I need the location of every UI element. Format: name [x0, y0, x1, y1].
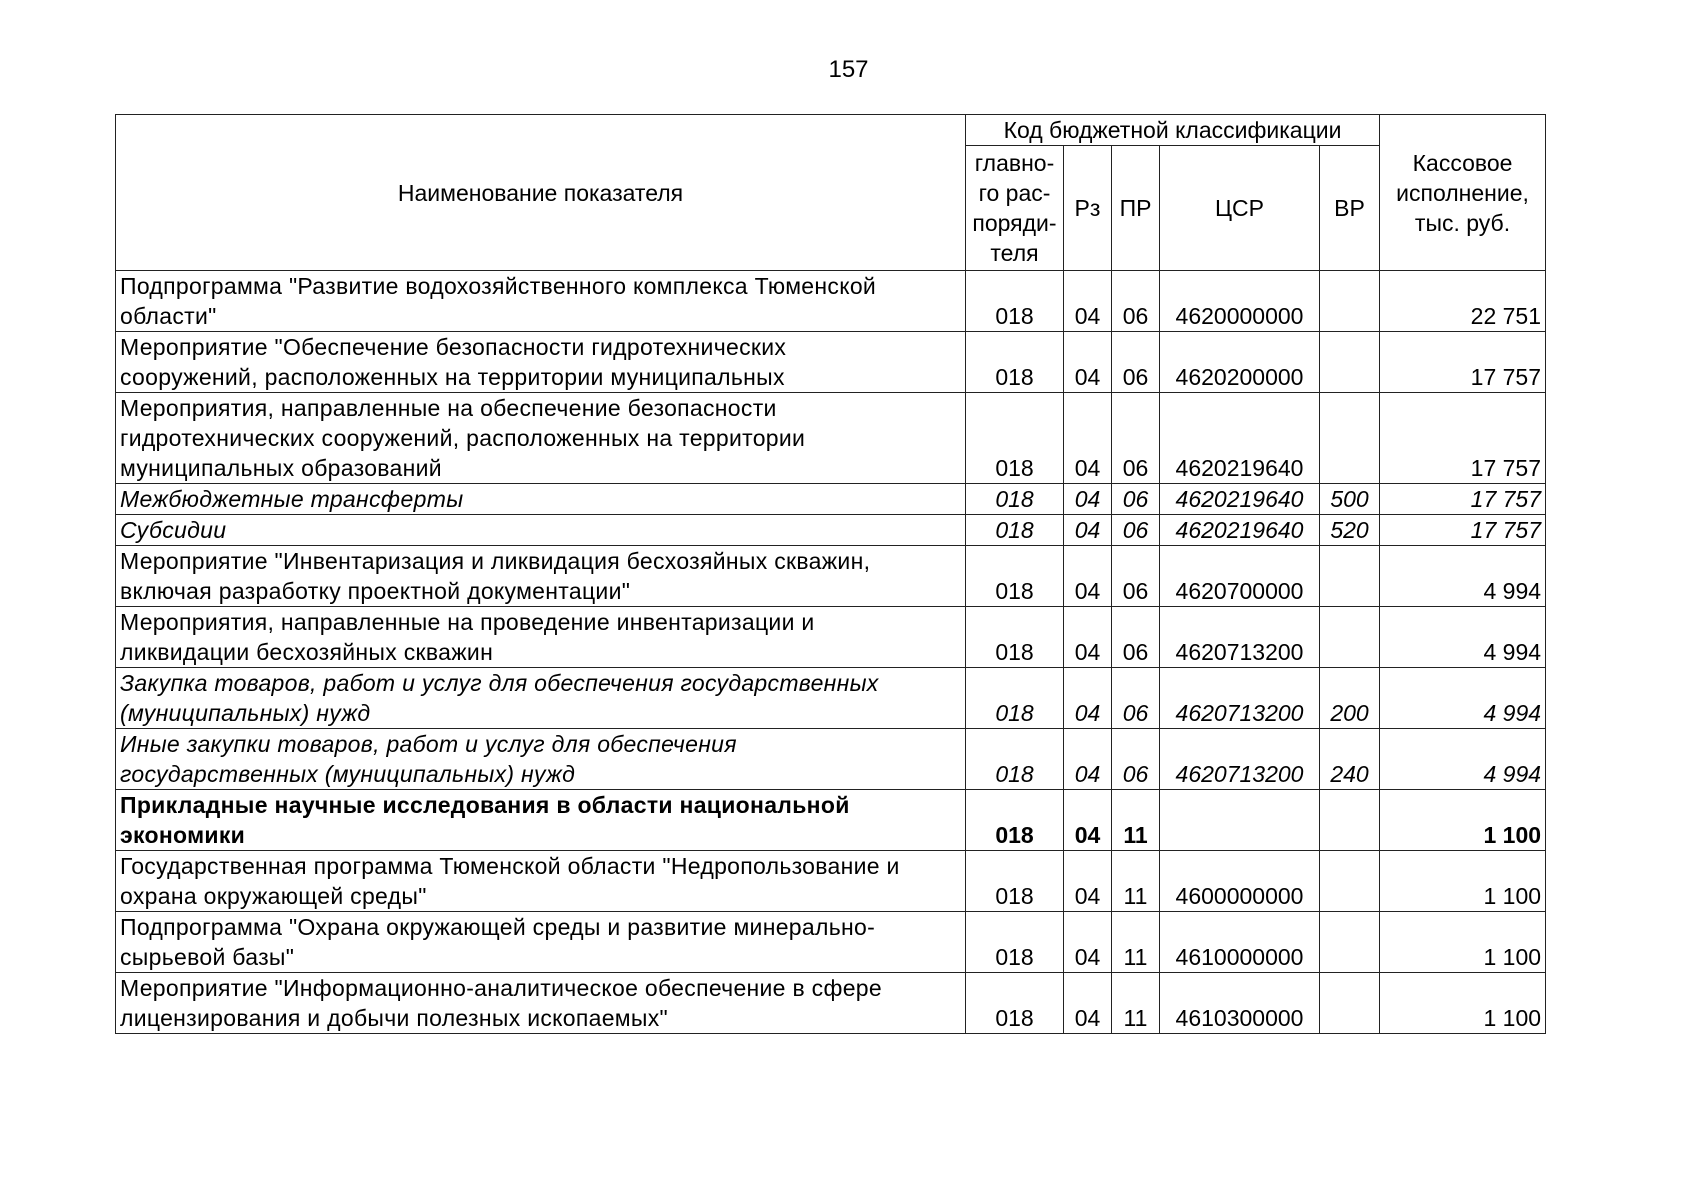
row-name-line: гидротехнических сооружений, расположенных на территории [120, 425, 806, 451]
row-csr [1160, 790, 1320, 851]
row-amount: 17 757 [1380, 332, 1546, 393]
row-vr [1320, 393, 1380, 484]
row-pr: 11 [1112, 790, 1160, 851]
row-rz: 04 [1064, 729, 1112, 790]
row-name-line: Государственная программа Тюменской области "Недропользование и [120, 853, 900, 879]
row-glavn: 018 [966, 271, 1064, 332]
row-name-line: Подпрограмма "Охрана окружающей среды и развитие минерально- [120, 914, 876, 940]
row-glavn: 018 [966, 332, 1064, 393]
row-csr: 4620219640 [1160, 515, 1320, 546]
row-name-line: муниципальных образований [120, 455, 442, 481]
row-pr: 06 [1112, 607, 1160, 668]
row-name-line: Субсидии [120, 517, 227, 543]
table-row [116, 851, 1546, 912]
row-name-line: (муниципальных) нужд [120, 700, 371, 726]
row-pr: 06 [1112, 515, 1160, 546]
row-vr [1320, 332, 1380, 393]
row-amount: 4 994 [1380, 546, 1546, 607]
row-pr: 11 [1112, 912, 1160, 973]
row-glavn: 018 [966, 393, 1064, 484]
row-csr: 4610000000 [1160, 912, 1320, 973]
row-name-line: Межбюджетные трансферты [120, 486, 464, 512]
row-pr: 06 [1112, 271, 1160, 332]
row-name-line: Подпрограмма "Развитие водохозяйственного комплекса Тюменской [120, 273, 877, 299]
row-csr: 4620000000 [1160, 271, 1320, 332]
row-rz: 04 [1064, 484, 1112, 515]
row-glavn: 018 [966, 607, 1064, 668]
row-name [116, 973, 966, 1034]
header-glavn-line: поряди- [972, 210, 1057, 236]
header-amount-line: Кассовое [1412, 149, 1513, 176]
row-name-line: лицензирования и добычи полезных ископаемых" [120, 1005, 668, 1031]
table-row [116, 729, 1546, 790]
row-pr: 11 [1112, 973, 1160, 1034]
row-rz: 04 [1064, 271, 1112, 332]
table-row [116, 393, 1546, 484]
row-name-line: экономики [120, 822, 246, 848]
row-name-line: ликвидации бесхозяйных скважин [120, 639, 494, 665]
row-rz: 04 [1064, 546, 1112, 607]
row-name [116, 332, 966, 393]
table-body [116, 271, 1546, 1034]
row-name-line: Иные закупки товаров, работ и услуг для обеспечения [120, 731, 737, 757]
page-number: 157 [828, 56, 869, 83]
row-csr: 4620700000 [1160, 546, 1320, 607]
row-vr: 200 [1320, 668, 1380, 729]
header-glavn-line: теля [990, 240, 1039, 266]
row-pr: 06 [1112, 484, 1160, 515]
row-name-line: Мероприятие "Информационно-аналитическое обеспечение в сфере [120, 975, 882, 1001]
header-csr: ЦСР [1160, 146, 1320, 271]
row-glavn: 018 [966, 484, 1064, 515]
row-name-line: государственных (муниципальных) нужд [120, 761, 576, 787]
row-amount: 4 994 [1380, 729, 1546, 790]
row-name-line: Мероприятие "Обеспечение безопасности гидротехнических [120, 334, 787, 360]
row-name [116, 515, 966, 546]
row-rz: 04 [1064, 851, 1112, 912]
table-row [116, 973, 1546, 1034]
row-vr [1320, 607, 1380, 668]
row-name-line: Мероприятия, направленные на проведение инвентаризации и [120, 609, 815, 635]
row-rz: 04 [1064, 515, 1112, 546]
table-row [116, 790, 1546, 851]
row-pr: 06 [1112, 332, 1160, 393]
table-row [116, 484, 1546, 515]
row-csr: 4620219640 [1160, 484, 1320, 515]
header-glavn-line: го рас- [978, 180, 1051, 206]
row-vr: 520 [1320, 515, 1380, 546]
row-csr: 4620713200 [1160, 668, 1320, 729]
table-row [116, 332, 1546, 393]
row-name [116, 271, 966, 332]
row-name-line: включая разработку проектной документации" [120, 578, 631, 604]
row-vr [1320, 912, 1380, 973]
table-row [116, 515, 1546, 546]
header-name: Наименование показателя [116, 115, 966, 271]
header-amount-line: исполнение, [1396, 179, 1529, 206]
row-name [116, 912, 966, 973]
row-pr: 11 [1112, 851, 1160, 912]
row-glavn: 018 [966, 515, 1064, 546]
row-glavn: 018 [966, 912, 1064, 973]
header-pr: ПР [1112, 146, 1160, 271]
row-glavn: 018 [966, 668, 1064, 729]
row-rz: 04 [1064, 668, 1112, 729]
row-vr: 240 [1320, 729, 1380, 790]
row-vr: 500 [1320, 484, 1380, 515]
row-amount: 4 994 [1380, 668, 1546, 729]
header-glavn [966, 146, 1064, 271]
row-pr: 06 [1112, 729, 1160, 790]
row-pr: 06 [1112, 546, 1160, 607]
row-glavn: 018 [966, 546, 1064, 607]
row-rz: 04 [1064, 790, 1112, 851]
header-code-group: Код бюджетной классификации [966, 115, 1380, 146]
row-vr [1320, 546, 1380, 607]
row-name-line: сырьевой базы" [120, 944, 295, 970]
header-amount-line: тыс. руб. [1414, 209, 1511, 236]
row-vr [1320, 271, 1380, 332]
row-amount: 17 757 [1380, 393, 1546, 484]
row-amount: 4 994 [1380, 607, 1546, 668]
row-rz: 04 [1064, 973, 1112, 1034]
row-amount: 1 100 [1380, 912, 1546, 973]
row-name [116, 484, 966, 515]
table-header [116, 115, 1546, 271]
table-row [116, 546, 1546, 607]
row-amount: 1 100 [1380, 973, 1546, 1034]
header-amount [1380, 115, 1546, 271]
table-row [116, 607, 1546, 668]
row-name [116, 607, 966, 668]
row-name-line: Мероприятия, направленные на обеспечение безопасности [120, 395, 777, 421]
row-name-line: области" [120, 303, 217, 329]
row-glavn: 018 [966, 851, 1064, 912]
budget-table [115, 114, 1546, 1034]
row-csr: 4620713200 [1160, 729, 1320, 790]
row-name-line: Прикладные научные исследования в области национальной [120, 792, 850, 818]
row-name [116, 729, 966, 790]
row-amount: 22 751 [1380, 271, 1546, 332]
row-rz: 04 [1064, 393, 1112, 484]
table-row [116, 271, 1546, 332]
row-csr: 4620219640 [1160, 393, 1320, 484]
table-row [116, 912, 1546, 973]
row-rz: 04 [1064, 332, 1112, 393]
row-pr: 06 [1112, 668, 1160, 729]
row-amount: 17 757 [1380, 484, 1546, 515]
row-name [116, 790, 966, 851]
row-glavn: 018 [966, 729, 1064, 790]
header-rz: Рз [1064, 146, 1112, 271]
header-vr: ВР [1320, 146, 1380, 271]
row-name-line: Мероприятие "Инвентаризация и ликвидация бесхозяйных скважин, [120, 548, 871, 574]
row-rz: 04 [1064, 607, 1112, 668]
row-csr: 4600000000 [1160, 851, 1320, 912]
row-csr: 4620200000 [1160, 332, 1320, 393]
row-vr [1320, 790, 1380, 851]
row-name-line: охрана окружающей среды" [120, 883, 427, 909]
row-amount: 1 100 [1380, 790, 1546, 851]
row-csr: 4610300000 [1160, 973, 1320, 1034]
row-pr: 06 [1112, 393, 1160, 484]
row-name [116, 851, 966, 912]
row-amount: 17 757 [1380, 515, 1546, 546]
row-vr [1320, 973, 1380, 1034]
table-row [116, 668, 1546, 729]
row-rz: 04 [1064, 912, 1112, 973]
row-name [116, 393, 966, 484]
row-glavn: 018 [966, 973, 1064, 1034]
row-name [116, 546, 966, 607]
header-glavn-line: главно- [974, 150, 1055, 176]
row-glavn: 018 [966, 790, 1064, 851]
row-name-line: Закупка товаров, работ и услуг для обеспечения государственных [120, 670, 879, 696]
row-amount: 1 100 [1380, 851, 1546, 912]
row-name-line: сооружений, расположенных на территории муниципальных [120, 364, 785, 390]
row-vr [1320, 851, 1380, 912]
row-name [116, 668, 966, 729]
row-csr: 4620713200 [1160, 607, 1320, 668]
